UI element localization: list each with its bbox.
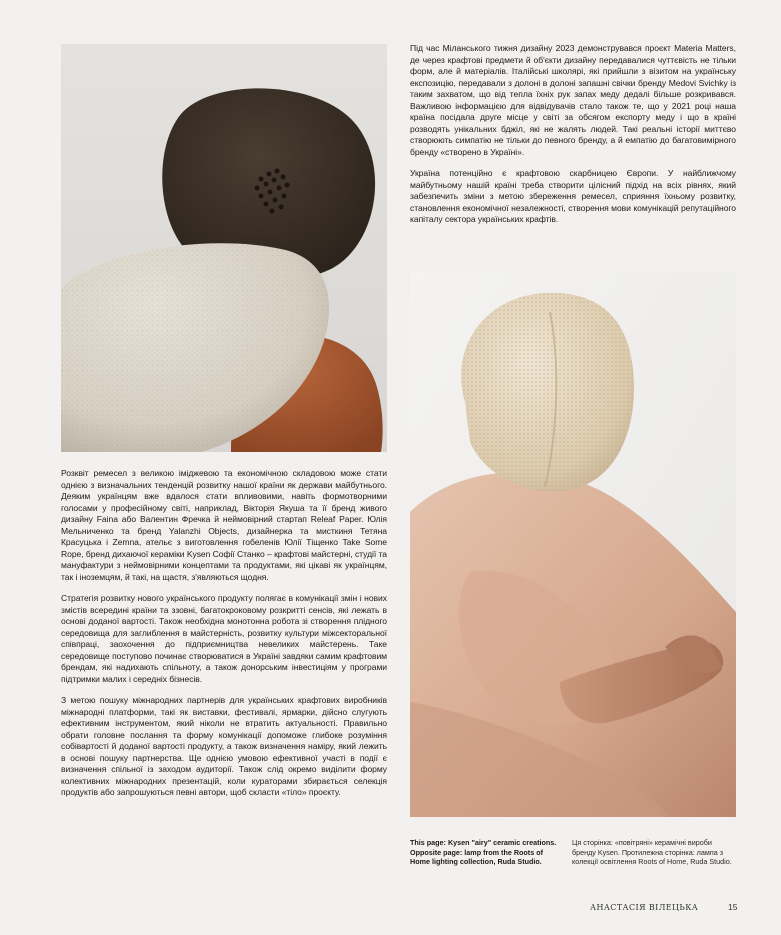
paragraph: Розквіт ремесел з великою іміджевою та економічною складовою може стати однією з визначальних тенденцій розвитку нашої країни як держави майбутнього. Деяким українцям вже вдалося стати впливовими, навіть формотворними голосами у професійному світі, наприклад, Вікторія Якуша та її бренд живого дизайну Faina або Валентин Фречка й неймовірний стартап Releaf Paper. Юлія Мельниченко та бренд Yalanzhi Objects, дизайнерка та мисткиня Тетяна Красуцька і Zemna, ательє з виготовлення гобеленів Юлії Тіщенко Take Some Rope, бренд дихаючої кераміки Kysen Софії Станко – крафтові майстерні, студії та мануфактури з неймовірними концептами та продуктами, які цікаві як українцям, так і іноземцям, й такі, на щастя, з'являються щодня.	[61, 468, 387, 582]
article-text-top	[410, 43, 736, 236]
photo-ceramic-on-body	[410, 272, 736, 817]
paragraph: З метою пошуку міжнародних партнерів для українських крафтових виробників міжнародні платформи, такі як виставки, фестивалі, ярмарки, дійсно слугують ефективним інструментом, який ніколи не втратить актуальності. Правильно обрати головне послання та форму комунікації допоможе глибоке розуміння собівартості й доданої вартості продукту, а також визначення наміру, який лежить в основі пошуку партнерства. Ще однією умовою ефективної участі в події є визначення спільної із заходом аудиторії. Також слід окремо виділити форму колективних міжнародних презентацій, коли кураторами збирається селекція продуктів або запрошуються певні автори, щоб скласти «тіло» проєкту.	[61, 695, 387, 797]
photo-caption-english: This page: Kysen "airy" ceramic creations. Opposite page: lamp from the Roots of Home lighting collection, Ruda Studio.	[410, 838, 557, 867]
paragraph: Стратегія розвитку нового українського продукту полягає в комунікації змін і нових змістів всередині країни та ззовні, багатокроковому розкритті сенсів, які лежать в основі доданої вартості. Також необхідна монотонна робота зі створення плідного середовища для заглиблення в майстерність, розвитку культури міжсекторальної співпраці, заохочення до підприємництва невеликих майстерень. Таке середовище поступово починає створюватися в Україні завдяки самим крафтовим брендам, які надихають спільноту, а також донорським інвестиціям у програми підтримки малих і середніх бізнесів.	[61, 593, 387, 684]
photo-ceramic-stones	[61, 44, 387, 452]
paragraph: Україна потенційно є крафтовою скарбницею Європи. У найближчому майбутньому нашій країні треба створити цілісний підхід на всіх рівнях, який забезпечить зміни з метою збереження ремесел, сприяння їхньому розвитку, становлення економічної незалежності, створення мови комунікацій репутаційного капіталу сектора українських крафтів.	[410, 168, 736, 224]
article-text-bottom	[61, 468, 387, 809]
paragraph: Під час Міланського тижня дизайну 2023 демонструвався проєкт Materia Matters, де через крафтові предмети й об'єкти дизайну передавалися чуттєвість не тільки форм, але й матеріалів. Італійські школярі, які прийшли з візитом на українську експозицію, передавали з долоні в долоні запашні свічки бренду Medovi Svichky із таким захватом, що від тепла їхніх рук запах меду дедалі більше розкривався. Важливою інформацією для відвідувачів стало також те, що у 2021 році наша країна посідала друге місце у світі за обсягом експорту меду і що в країні розводять унікальних бджіл, які не жалять людей. Такі реальні історії миттєво створюють симпатію не тільки до певного бренду, а й емпатію до багатовимірного бренду «створено в Україні».	[410, 43, 736, 157]
page-number: 15	[728, 902, 738, 912]
footer-author: АНАСТАСІЯ ВІЛЕЦЬКА	[590, 903, 699, 912]
photo-caption-ukrainian: Ця сторінка: «повітряні» керамічні вироби бренду Kysen. Протилежна сторінка: лампа з колекції освітлення Roots of Home, Ruda Studio.	[572, 838, 732, 867]
